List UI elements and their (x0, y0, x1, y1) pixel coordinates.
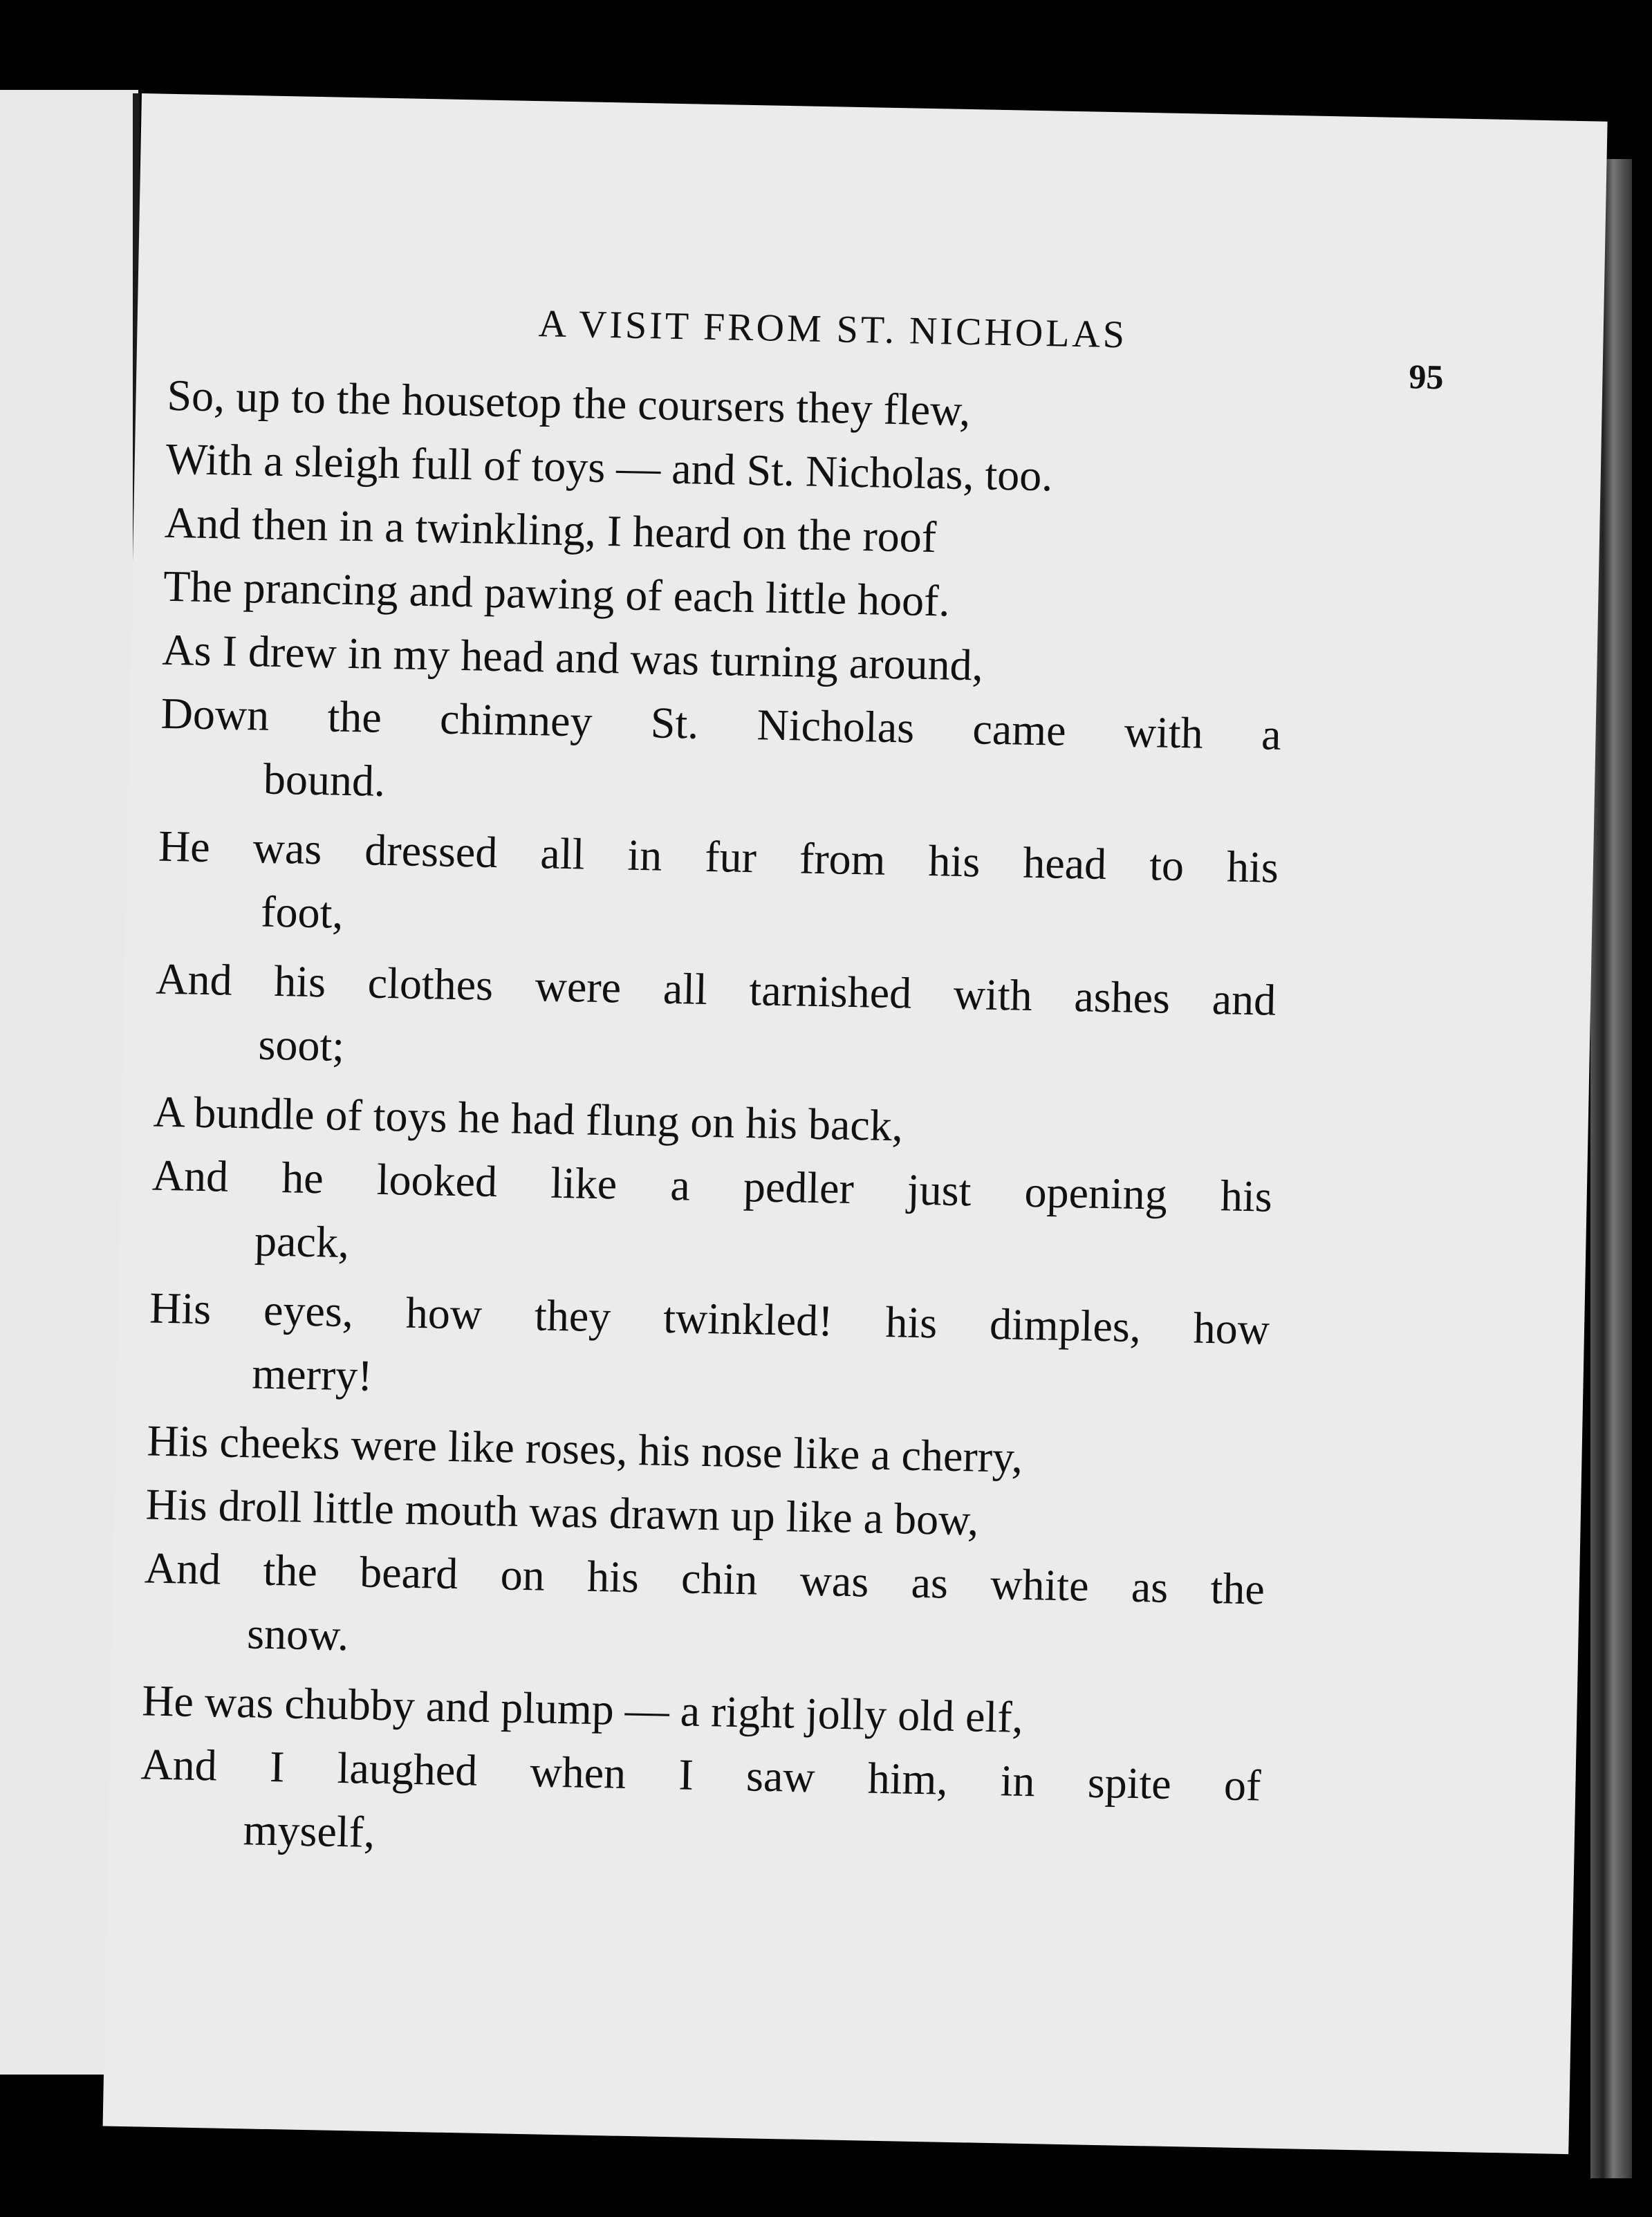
poem-line: With a sleigh full of toys — and St. Nicholas, too. (165, 434, 1053, 501)
poem-line: The prancing and pawing of each little hoof. (163, 561, 951, 626)
book-page (103, 93, 1608, 2154)
poem-body (139, 364, 1288, 1887)
poem-line: He was dressed all in fur from his head to his (158, 821, 1279, 892)
poem-line: And then in a twinkling, I heard on the roof (164, 497, 937, 562)
poem-line: His droll little mouth was drawn up like a bow, (145, 1479, 979, 1545)
poem-line-continuation: bound. (263, 754, 386, 806)
poem-line: His cheeks were like roses, his nose like a cherry, (146, 1416, 1023, 1482)
poem-line: As I drew in my head and was turning around, (161, 624, 984, 690)
poem-line-continuation: merry! (251, 1348, 373, 1400)
poem-line: So, up to the housetop the coursers they flew, (166, 370, 971, 436)
page-number: 95 (1408, 357, 1445, 397)
poem-line: His eyes, how they twinkled! his dimples, how (149, 1283, 1270, 1354)
poem-line-continuation: pack, (254, 1216, 350, 1268)
poem-line: A bundle of toys he had flung on his back, (153, 1086, 904, 1151)
poem-line: And the beard on his chin was as white as the (144, 1543, 1265, 1614)
poem-line: And his clothes were all tarnished with ashes and (155, 954, 1277, 1025)
poem-line: And I laughed when I saw him, in spite of (140, 1739, 1262, 1810)
poem-line-continuation: myself, (243, 1805, 375, 1857)
running-head: A VISIT FROM ST. NICHOLAS (538, 302, 1128, 357)
poem-line: Down the chimney St. Nicholas came with a (160, 688, 1282, 759)
poem-line-continuation: foot, (260, 887, 344, 938)
poem-line-continuation: snow. (246, 1608, 349, 1660)
poem-line: And he looked like a pedler just opening his (151, 1150, 1273, 1221)
poem-line-continuation: soot; (257, 1019, 345, 1070)
poem-line: He was chubby and plump — a right jolly old elf, (141, 1676, 1024, 1742)
